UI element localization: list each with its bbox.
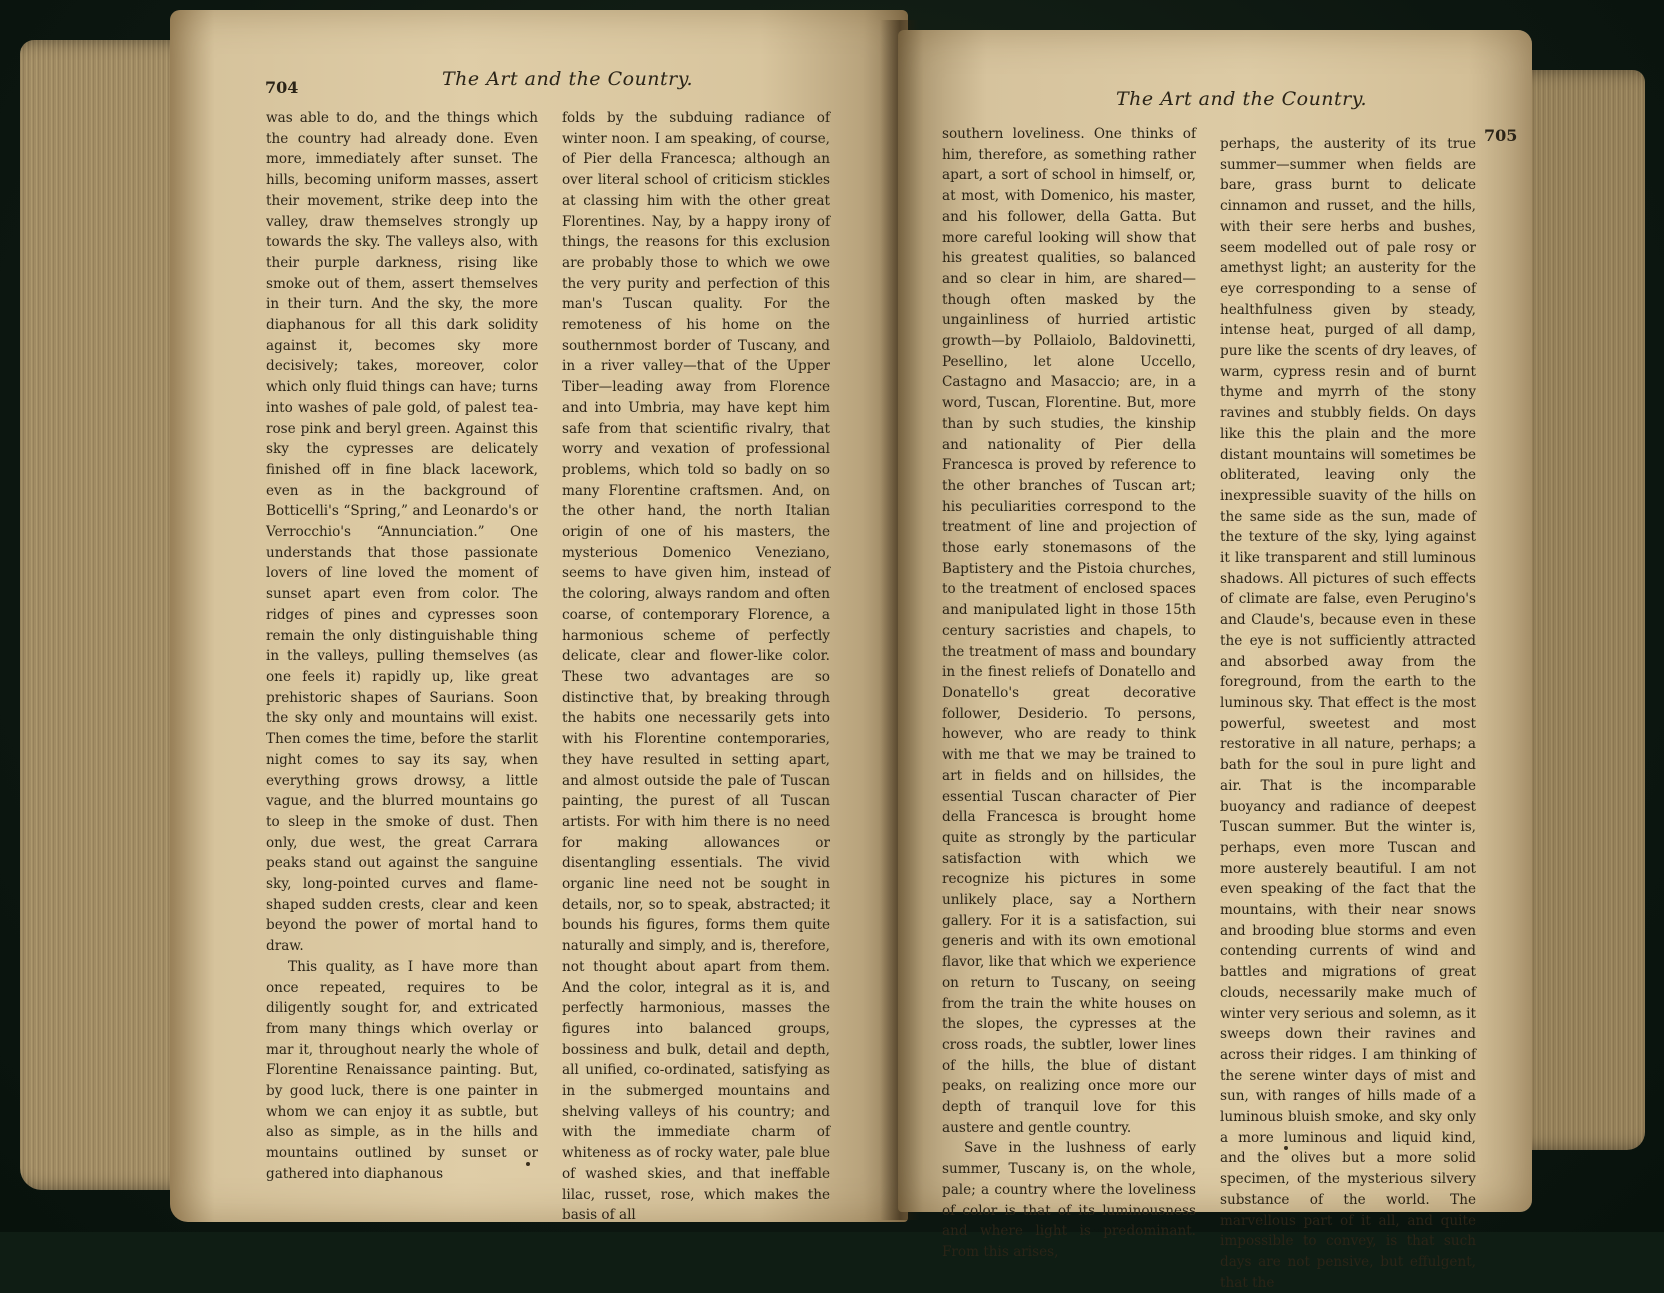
running-head-left: The Art and the Country. bbox=[442, 68, 694, 90]
running-head-right: The Art and the Country. bbox=[1116, 88, 1368, 110]
paragraph: southern loveliness. One thinks of him, therefore, as something rather apart, a sort of school in himself, or, at most, with Domenico, his master, and his follower, della Gatta. But more careful looking will show that his greatest qualities, so balanced and so clear in him, are shared—though often masked by the ungainliness of hurried artistic growth—by Pollaiolo, Baldovinetti, Pesellino, let alone Uccello, Castagno and Masaccio; are, in a word, Tuscan, Florentine. But, more than by such studies, the kinship and nationality of Pier della Francesca is proved by reference to the other branches of Tuscan art; his peculiarities correspond to the treatment of line and projection of those early stonemasons of the Baptistery and the Pistoia churches, to the treatment of enclosed spaces and manipulated light in those 15th century sacristies and chapels, to the treatment of mass and boundary in the finest reliefs of Donatello and Donatello's great decorative follower, Desiderio. To persons, however, who are ready to think with me that we may be trained to art in fields and on hillsides, the essential Tuscan character of Pier della Francesca is brought home quite as strongly by the particular satisfaction with which we recognize his pictures in some unlikely place, say a Northern gallery. For it is a satisfaction, sui generis and with its own emotional flavor, like that which we experience on return to Tuscany, on seeing from the train the white houses on the slopes, the cypresses at the cross roads, the subtler, lower lines of the hills, the blue of distant peaks, on realizing once more our depth of tranquil love for this austere and gentle country. bbox=[942, 126, 1196, 1136]
right-page bbox=[898, 30, 1532, 1291]
footer-mark bbox=[526, 1162, 530, 1166]
paragraph: was able to do, and the things which the country had already done. Even more, immediately after sunset. The hills, becoming uniform masses, assert their movement, strike deep into the valley, draw themselves strongly up towards the sky. The valleys also, with their purple darkness, rising like smoke out of them, assert themselves in their turn. And the sky, the more diaphanous for all this dark solidity against it, becomes sky more decisively; takes, moreover, color which only fluid things can have; turns into washes of pale gold, of palest tea-rose pink and beryl green. Against this sky the cypresses are delicately finished off in fine black lacework, even as in the background of Botticelli's “Spring,” and Leonardo's or Verrocchio's “Annunciation.” One understands that those passionate lovers of line loved the moment of sunset apart even from color. The ridges of pines and cypresses soon remain the only distinguishable thing in the valleys, pulling themselves (as one feels it) rapidly up, like great prehistoric shapes of Saurians. Soon the sky only and mountains will exist. Then comes the time, before the starlit night comes to say its say, when everything grows drowsy, a little vague, and the blurred mountains go to sleep in the smoke of dust. Then only, due west, the great Carrara peaks stand out against the sanguine sky, long-pointed curves and flame-shaped sudden crests, clear and keen beyond the power of mortal hand to draw. bbox=[266, 110, 538, 955]
right-page-column-1 bbox=[942, 124, 1196, 1263]
paragraph: folds by the subduing radiance of winter noon. I am speaking, of course, of Pier della Francesca; although an over literal school of criticism stickles at classing him with the other great Florentines. Nay, by a happy irony of things, the reasons for this exclusion are probably those to which we owe the very purity and perfection of this man's Tuscan quality. For the remoteness of his home on the southernmost border of Tuscany, and in a river valley—that of the Upper Tiber—leading away from Florence and into Umbria, may have kept him safe from that scientific rivalry, that worry and vexation of professional problems, which told so badly on so many Florentine craftsmen. And, on the other hand, the north Italian origin of one of his masters, the mysterious Domenico Veneziano, seems to have given him, instead of the coloring, always random and often coarse, of contemporary Florence, a harmonious scheme of perfectly delicate, clear and flower-like color. These two advantages are so distinctive that, by breaking through the habits one necessarily gets into with his Florentine contemporaries, they have resulted in setting apart, and almost outside the pale of Tuscan painting, the purest of all Tuscan artists. For with him there is no need for making allowances or disentangling essentials. The vivid organic line need not be sought in details, nor, so to speak, abstracted; it bounds his figures, forms them quite naturally and simply, and is, therefore, not thought about apart from them. And the color, integral as it is, and perfectly harmonious, masses the figures into balanced groups, bossiness and bulk, detail and depth, all unified, co-ordinated, satisfying as in the submerged mountains and shelving valleys of his country; and with the immediate charm of whiteness as of rocky water, pale blue of washed skies, and that ineffable lilac, russet, rose, which makes the basis of all bbox=[562, 110, 830, 1224]
page-number-right: 705 bbox=[1484, 126, 1518, 145]
right-page-column-2 bbox=[1220, 134, 1476, 1293]
left-page bbox=[170, 10, 908, 1222]
footer-mark bbox=[1284, 1146, 1288, 1150]
page-number-left: 704 bbox=[265, 78, 299, 97]
paragraph: Save in the lushness of early summer, Tuscany is, on the whole, pale; a country where the loveliness of color is that of its luminousness and where light is predominant. From this arises, bbox=[942, 1140, 1196, 1260]
left-page-column-1 bbox=[266, 108, 538, 1185]
paragraph: perhaps, the austerity of its true summer—summer when fields are bare, grass burnt to delicate cinnamon and russet, and the hills, with their sere herbs and bushes, seem modelled out of pale rosy or amethyst light; an austerity for the eye corresponding to a sense of healthfulness given by steady, intense heat, purged of all damp, pure like the scents of dry leaves, of warm, cypress resin and of burnt thyme and myrrh of the stony ravines and stubbly fields. On days like this the plain and the more distant mountains will sometimes be obliterated, leaving only the inexpressible suavity of the hills on the same side as the sun, made of the texture of the sky, lying against it like transparent and still luminous shadows. All pictures of such effects of climate are false, even Perugino's and Claude's, because even in these the eye is not sufficiently attracted and absorbed away from the foreground, from the earth to the luminous sky. That effect is the most powerful, sweetest and most restorative in all nature, perhaps; a bath for the soul in pure light and air. That is the incomparable buoyancy and radiance of deepest Tuscan summer. But the winter is, perhaps, even more Tuscan and more austerely beautiful. I am not even speaking of the fact that the mountains, with their near snows and brooding blue storms and even contending currents of wind and battles and migrations of great clouds, necessarily make much of winter very serious and solemn, as it sweeps down their ravines and across their ridges. I am thinking of the serene winter days of mist and sun, with ranges of hills made of a luminous bluish smoke, and sky only a more luminous and liquid kind, and the olives but a more solid specimen, of the mysterious silvery substance of the world. The marvellous part of it all, and quite impossible to convey, is that such days are not pensive, but effulgent, that the bbox=[1220, 136, 1476, 1291]
left-page-column-2 bbox=[562, 108, 830, 1226]
paragraph: This quality, as I have more than once repeated, requires to be diligently sought for, and extricated from many things which overlay or mar it, throughout nearly the whole of Florentine Renaissance painting. But, by good luck, there is one painter in whom we can enjoy it as subtle, but also as simple, as in the hills and mountains outlined by sunset or gathered into diaphanous bbox=[266, 958, 538, 1182]
